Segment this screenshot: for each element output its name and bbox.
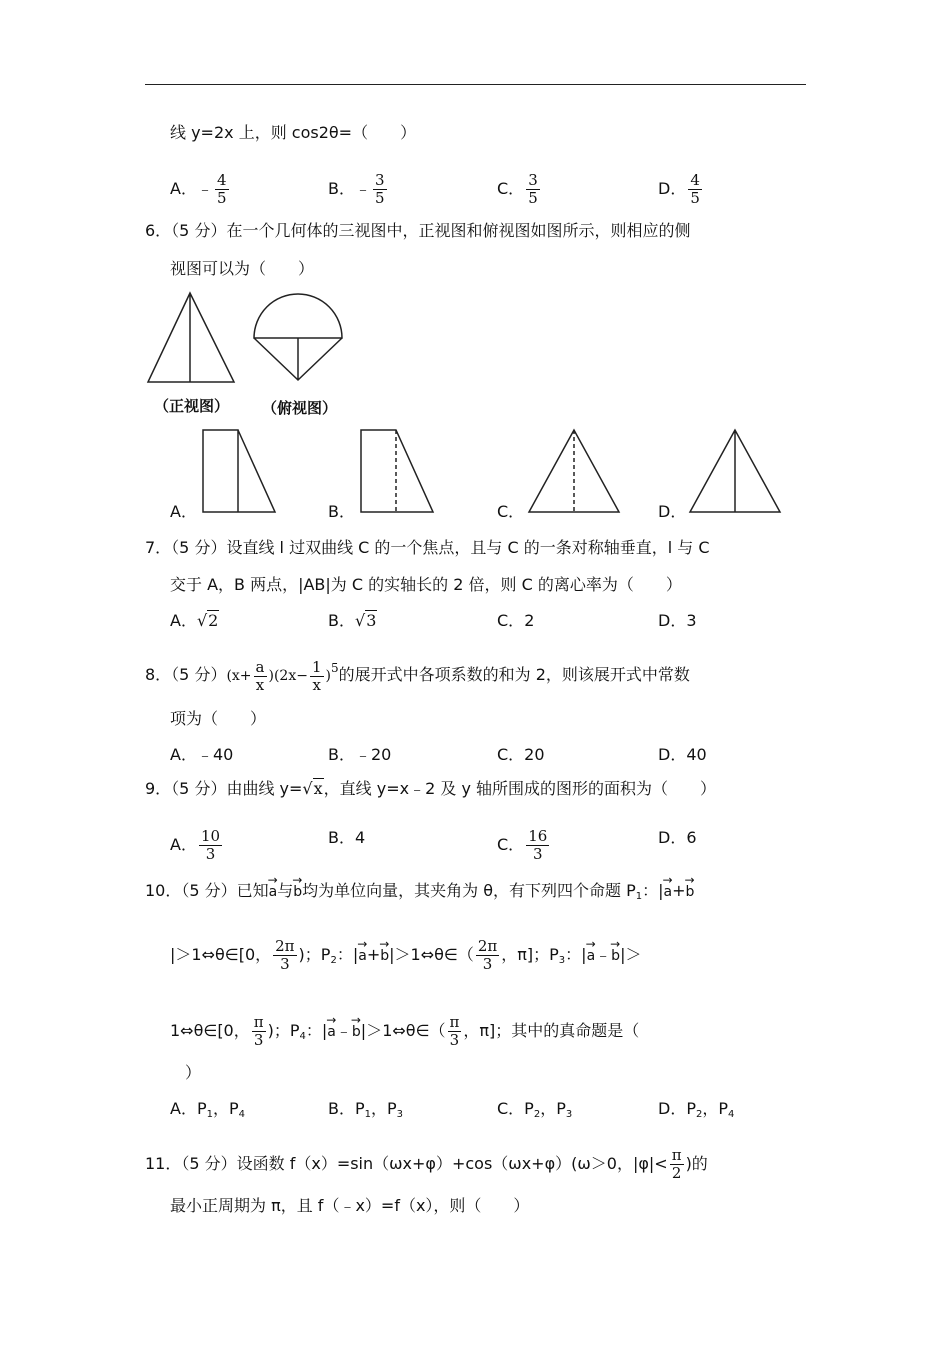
- q7-line1: 7．（5 分）设直线 l 过双曲线 C 的一个焦点，且与 C 的一条对称轴垂直，l 与 C: [145, 538, 710, 557]
- question-text: |＞1⇔θ∈（: [389, 945, 474, 964]
- question-text: ，π]；其中的真命题是（: [463, 1021, 640, 1040]
- option-label: C．: [497, 835, 525, 854]
- vector-b: → b: [686, 876, 695, 902]
- option-label: A．: [170, 835, 197, 854]
- option-b-figure: [361, 430, 433, 512]
- question-text: ：|: [336, 945, 359, 964]
- subscript: 2: [695, 1109, 703, 1120]
- numerator: 3: [375, 171, 385, 189]
- q10-line3: [170, 1014, 639, 1049]
- denominator: 3: [205, 845, 216, 863]
- q10-option-d[interactable]: [658, 1099, 734, 1125]
- question-text: )；P: [298, 945, 331, 964]
- formula: [226, 657, 339, 694]
- option-label: B．P: [328, 1099, 365, 1118]
- numerator: 2π: [477, 937, 498, 955]
- q6-line2: 视图可以为（ ）: [170, 259, 315, 278]
- numerator: 3: [528, 171, 538, 189]
- q8-option-d[interactable]: D．40: [658, 745, 707, 764]
- q11-line2: 最小正周期为 π，且 f（﹣x）=f（x），则（ ）: [170, 1196, 530, 1215]
- formula-part: (x+: [226, 668, 252, 684]
- question-text: 的展开式中各项系数的和为 2，则该展开式中常数: [338, 665, 690, 684]
- subscript: 3: [558, 955, 566, 966]
- subscript: 3: [396, 1109, 404, 1120]
- vector-b: → b: [380, 940, 389, 966]
- q6-option-c[interactable]: C．: [497, 502, 525, 521]
- numerator: 2π: [275, 937, 295, 955]
- option-sign: ﹣: [354, 179, 371, 198]
- vector-a: → a: [358, 940, 367, 966]
- q8-line2: 项为（ ）: [170, 709, 267, 728]
- denominator: 5: [216, 189, 227, 207]
- denominator: 3: [482, 955, 493, 973]
- q7-option-a[interactable]: [170, 611, 219, 631]
- q8-option-b[interactable]: B．﹣20: [328, 745, 392, 764]
- question-text: )的: [685, 1154, 708, 1173]
- q9-line1: [145, 779, 716, 799]
- sqrt-icon: √: [302, 779, 313, 798]
- subscript: 4: [238, 1109, 246, 1120]
- fraction: [199, 828, 222, 863]
- vector-b: → b: [352, 1016, 361, 1042]
- question-text: ：|: [642, 881, 664, 900]
- numerator: π: [253, 1013, 264, 1031]
- question-text: ：|: [305, 1021, 328, 1040]
- option-value: 4: [354, 828, 366, 847]
- option-label: D．: [658, 179, 687, 198]
- numerator: a: [255, 657, 265, 676]
- vector-b: → b: [293, 876, 302, 902]
- operator: +: [366, 945, 381, 964]
- fraction: [476, 938, 499, 973]
- q7-option-b[interactable]: [328, 611, 377, 631]
- option-label: B．: [328, 611, 355, 630]
- q7-option-d[interactable]: [658, 611, 697, 631]
- q7-line2: 交于 A，B 两点，|AB|为 C 的实轴长的 2 倍，则 C 的离心率为（ ）: [170, 575, 682, 594]
- vector-a: → a: [327, 1016, 336, 1042]
- q7-option-c[interactable]: [497, 611, 534, 631]
- q6-option-d[interactable]: D．: [658, 502, 687, 521]
- denominator: 3: [253, 1031, 264, 1049]
- question-text: ：|: [565, 945, 587, 964]
- subscript: 4: [728, 1109, 735, 1120]
- option-value: 2: [524, 611, 535, 630]
- question-text: 10．（5 分）已知: [145, 881, 269, 900]
- option-a-figure: [203, 430, 275, 512]
- numerator: 10: [200, 827, 221, 845]
- denominator: 5: [690, 189, 700, 207]
- option-c-figure: [529, 430, 619, 512]
- question-text: ，直线 y=x﹣2 及 y 轴所围成的图形的面积为（ ）: [323, 779, 716, 798]
- q10-line4: ）: [185, 1063, 202, 1082]
- q10-line1: [145, 876, 694, 907]
- fraction: [310, 659, 324, 694]
- denominator: 5: [528, 189, 538, 207]
- vector-a: → a: [587, 940, 596, 966]
- q8-option-a[interactable]: A．﹣40: [170, 745, 234, 764]
- question-text: |＞1⇔θ∈[0，: [170, 945, 272, 964]
- q10-option-b[interactable]: [328, 1099, 403, 1125]
- vector-a: → a: [269, 876, 278, 902]
- question-text: ，π]；P: [501, 945, 559, 964]
- fraction: [273, 938, 296, 973]
- fraction: [670, 1147, 684, 1182]
- option-text: ，P: [371, 1099, 397, 1118]
- q10-line2: [170, 938, 641, 973]
- subscript: 1: [206, 1109, 213, 1120]
- numerator: π: [449, 1013, 460, 1031]
- q10-option-c[interactable]: [497, 1099, 572, 1125]
- q6-option-a[interactable]: A．: [170, 502, 197, 521]
- option-label: C．: [497, 611, 525, 630]
- option-sign: ﹣: [196, 179, 213, 198]
- option-label: C．: [497, 179, 525, 198]
- q11-line1: [145, 1147, 708, 1182]
- question-text: )；P: [267, 1021, 300, 1040]
- option-text: ，P: [212, 1099, 239, 1118]
- option-value: 3: [686, 611, 697, 630]
- fraction: [254, 659, 267, 694]
- question-text: 与: [277, 881, 294, 900]
- denominator: 5: [375, 189, 385, 207]
- subscript: 1: [635, 891, 643, 902]
- radicand: 3: [366, 611, 377, 630]
- denominator: 2: [671, 1164, 682, 1182]
- q9-option-c[interactable]: [497, 828, 551, 863]
- option-label: D．: [658, 828, 687, 847]
- denominator: 3: [280, 955, 290, 973]
- q8-option-c[interactable]: C．20: [497, 745, 545, 764]
- numerator: 4: [216, 171, 227, 189]
- subscript: 1: [364, 1109, 372, 1120]
- denominator: x: [312, 675, 321, 694]
- exponent: 5: [330, 661, 339, 675]
- q5-text: 线 y=2x 上，则 cos2θ=（ ）: [170, 123, 417, 142]
- sqrt-icon: √: [354, 611, 366, 630]
- numerator: π: [671, 1146, 682, 1164]
- denominator: x: [255, 675, 265, 694]
- q6-figures: [0, 0, 950, 530]
- question-text: 11．（5 分）设函数 f（x）=sin（ωx+φ）+cos（ωx+φ）(ω＞0，|φ|<: [145, 1154, 668, 1173]
- front-view-caption: （正视图）: [154, 397, 230, 415]
- front-view-figure: [148, 293, 234, 382]
- q9-option-b[interactable]: [328, 828, 365, 848]
- subscript: 3: [565, 1109, 573, 1120]
- option-label: D．P: [658, 1099, 696, 1118]
- numerator: 16: [528, 827, 548, 845]
- numerator: 4: [690, 171, 700, 189]
- subscript: 2: [533, 1109, 541, 1120]
- question-text: 均为单位向量，其夹角为 θ，有下列四个命题 P: [302, 881, 636, 900]
- subscript: 4: [299, 1031, 306, 1042]
- option-text: ，P: [702, 1099, 729, 1118]
- option-label: A．: [170, 179, 197, 198]
- option-text: ，P: [540, 1099, 566, 1118]
- top-view-caption: （俯视图）: [262, 399, 338, 417]
- fraction: [448, 1014, 462, 1049]
- denominator: 3: [449, 1031, 460, 1049]
- sqrt-icon: √: [196, 611, 208, 630]
- q8-line1: [145, 658, 690, 694]
- fraction: [526, 828, 549, 863]
- question-number: 8．（5 分）: [145, 665, 227, 684]
- question-text: 9．（5 分）由曲线 y=: [145, 779, 303, 798]
- option-d-figure: [690, 430, 780, 512]
- operator: ﹣: [595, 945, 612, 964]
- q10-option-a[interactable]: [170, 1099, 245, 1125]
- denominator: 3: [532, 845, 543, 863]
- operator: ﹣: [335, 1021, 352, 1040]
- option-label: A．: [170, 611, 197, 630]
- question-text: |＞1⇔θ∈（: [360, 1021, 446, 1040]
- operator: +: [672, 881, 686, 900]
- option-value: 6: [686, 828, 697, 847]
- radicand: x: [313, 779, 323, 798]
- option-label: B．: [328, 828, 355, 847]
- top-view-figure: [254, 294, 342, 380]
- option-label: A．P: [170, 1099, 207, 1118]
- q9-option-d[interactable]: [658, 828, 697, 848]
- q9-option-a[interactable]: [170, 828, 224, 863]
- numerator: 1: [311, 657, 322, 676]
- question-text: 1⇔θ∈[0，: [170, 1021, 250, 1040]
- fraction: [252, 1014, 266, 1049]
- q6-line1: 6．（5 分）在一个几何体的三视图中，正视图和俯视图如图所示，则相应的侧: [145, 221, 691, 240]
- vector-b: → b: [611, 940, 620, 966]
- formula-part: )(2x−: [268, 668, 308, 684]
- option-label: D．: [658, 611, 687, 630]
- subscript: 2: [330, 955, 337, 966]
- option-label: B．: [328, 179, 355, 198]
- option-label: C．P: [497, 1099, 534, 1118]
- radicand: 2: [208, 611, 219, 630]
- formula-part: ): [325, 668, 331, 684]
- vector-a: → a: [664, 876, 673, 902]
- question-text: |＞: [620, 945, 642, 964]
- q6-option-b[interactable]: B．: [328, 502, 355, 521]
